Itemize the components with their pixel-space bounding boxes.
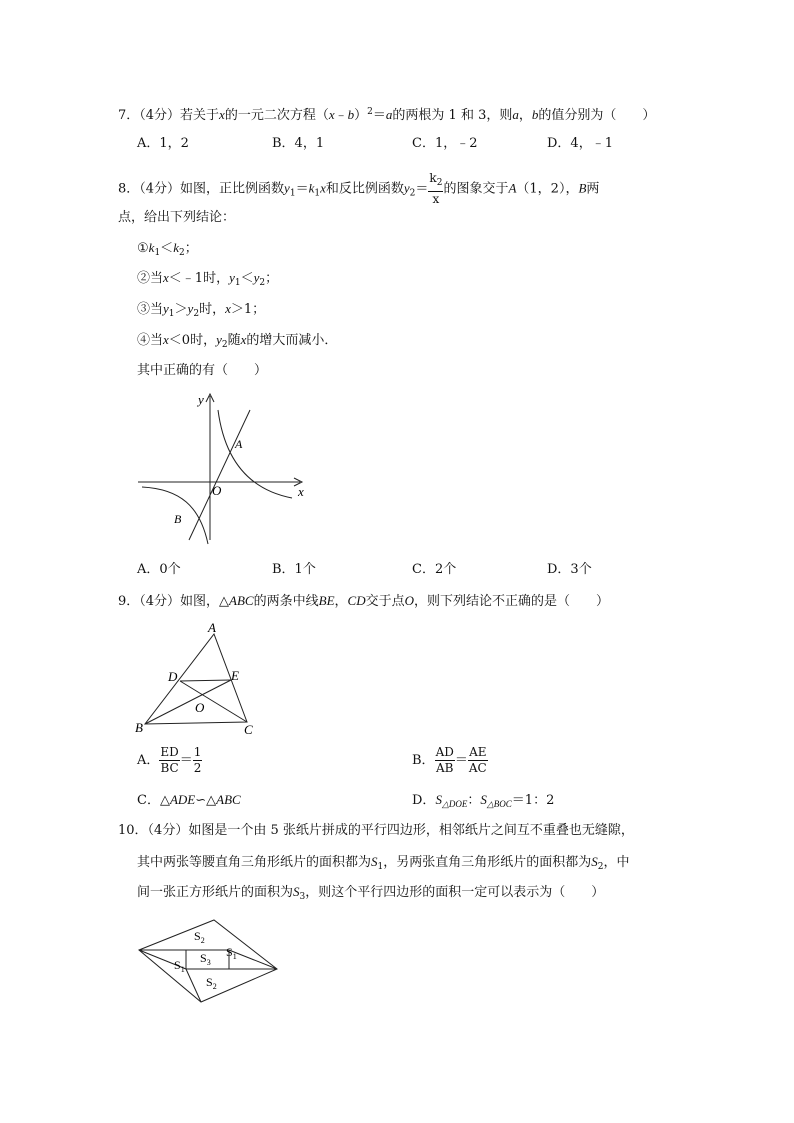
point-a-label: A [235, 437, 243, 451]
x-axis-label: x [298, 484, 304, 499]
q7-option-c: C．1，﹣2 [412, 136, 478, 151]
label-s1-left: $S_1$ [174, 958, 185, 974]
question-10-line3: 间一张正方形纸片的面积为$S_3$，则这个平行四边形的面积一定可以表示为（ ） [137, 884, 605, 902]
q8-conclusion-2: ②当x＜﹣1时，$y_1<y_2$； [137, 270, 279, 288]
point-e-label: E [231, 668, 239, 683]
vertex-c-label: C [244, 722, 253, 737]
question-9-stem: 9．（4分）如图，△ABC的两条中线BE，CD交于点O，则下列结论不正确的是（ ） [118, 593, 610, 609]
q8-question-ask: 其中正确的有（ ） [137, 363, 268, 378]
vertex-b-label: B [135, 720, 143, 735]
line-y1 [189, 410, 250, 540]
label-s2-top: $S_2$ [194, 929, 205, 945]
question-7-stem: 7．（4分）若关于x的一元二次方程（x﹣b）$^2$＝a的两根为 1 和 3，则a，b的值分别为（ ） [118, 107, 656, 123]
median-be [145, 680, 231, 724]
lower-edge-left [186, 969, 201, 1002]
k2-over-x-fraction: $\frac{k_2}{x}$ [429, 171, 443, 206]
point-o-label: O [195, 700, 205, 715]
q8-conclusion-1: $①k_1<k_2$； [137, 240, 198, 258]
label-s2-bottom: $S_2$ [206, 975, 217, 991]
question-10-line1: 10．（4分）如图是一个由 5 张纸片拼成的平行四边形，相邻纸片之间互不重叠也无缝隙， [118, 823, 634, 838]
q9-option-b: B． $\frac{AD}{AB}$ ＝ $\frac{AE}{AC}$ [412, 745, 487, 775]
point-d-label: D [168, 669, 178, 684]
label-s3-center: $S_3$ [200, 951, 211, 967]
q8-option-b: B．1个 [272, 562, 316, 577]
q8-function-graph [130, 388, 320, 548]
q8-conclusion-4: ④当x＜0时，$y_2$随x的增大而减小． [137, 332, 338, 350]
q8-conclusion-3: ③当$y_1>y_2$时，x＞1； [137, 301, 266, 319]
q10-parallelogram-figure [134, 912, 284, 1012]
question-10-line2: 其中两张等腰直角三角形纸片的面积都为$S_1$，另两张直角三角形纸片的面积都为$S_2$，中 [137, 854, 630, 872]
vertex-a-label: A [208, 620, 216, 635]
point-b-label: B [174, 512, 182, 526]
segment-de [180, 680, 231, 681]
q9-triangle-figure [132, 618, 262, 738]
q8-option-c: C．2个 [412, 562, 457, 577]
q8-option-d: D．3个 [547, 562, 592, 577]
q7-option-d: D．4，﹣1 [547, 136, 613, 151]
q7-option-b: B．4，1 [272, 136, 325, 151]
label-s1-right: $S_1$ [226, 945, 237, 961]
q9-option-d: D．$S_{\triangle DOE}$：$S_{\triangle BOC}=1$：2 [412, 792, 555, 809]
q8-option-a: A．0个 [137, 562, 181, 577]
q7-option-a: A．1，2 [137, 136, 189, 151]
question-8-line2: 点，给出下列结论： [118, 210, 236, 225]
origin-label: O [212, 483, 222, 498]
y-axis-label: y [198, 392, 204, 407]
q9-option-a: A． $\frac{ED}{BC}$ ＝ $\frac{1}{2}$ [137, 745, 202, 775]
q9-option-c: C．△ADE∽△ABC [137, 792, 241, 808]
question-8-stem: 8．（4分）如图，正比例函数$y_1=k_1x$和反比例函数$y_2=$ $\frac{k_2}{x}$ 的图象交于A（1，2），B两 [118, 171, 600, 206]
